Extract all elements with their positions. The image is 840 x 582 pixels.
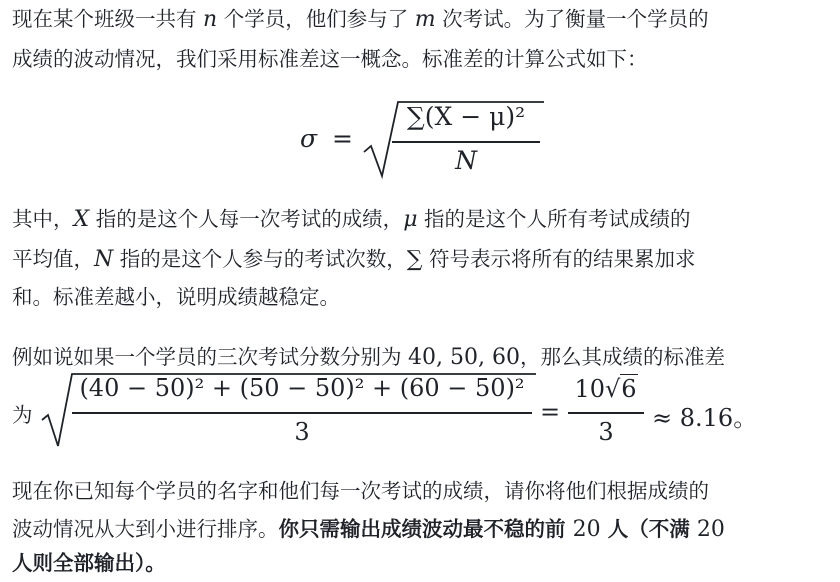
rhs-coefficient: 10 [574, 375, 605, 403]
text: 平均值， [12, 247, 94, 271]
approx-value: ≈ 8.16 [652, 404, 734, 432]
para4-line2 [12, 514, 725, 545]
rhs-numerator: 10√6 [574, 375, 637, 403]
text: 其中， [12, 207, 74, 231]
std-dev-formula [0, 96, 840, 186]
rhs-denominator: 3 [598, 418, 614, 446]
example-formula [0, 370, 840, 452]
math-n: n [203, 7, 218, 32]
para2-line3 [12, 282, 340, 312]
para1-line1 [12, 4, 709, 35]
fraction-bar [392, 141, 540, 143]
fraction-bar [568, 412, 644, 414]
approx-result [652, 398, 757, 433]
math-scores: 40, 50, 60 [408, 345, 520, 370]
math-20: 20 [696, 517, 725, 542]
example-numerator: (40 − 50)² + (50 − 50)² + (60 − 50)² [79, 374, 525, 402]
example-denominator: 3 [294, 418, 310, 446]
para1-line2 [12, 44, 648, 74]
para4-line3 [12, 548, 166, 578]
fraction-bar [72, 412, 532, 414]
text: 次考试。为了衡量一个学员的 [435, 7, 709, 31]
math-20: 20 [572, 517, 601, 542]
text: 。 [733, 404, 758, 432]
text: 例如说如果一个学员的三次考试分数分别为 [12, 345, 409, 369]
para2-line1 [12, 204, 691, 235]
para4-line1 [12, 476, 709, 506]
math-N: N [94, 247, 114, 272]
text: 现在你已知每个学员的名字和他们每一次考试的成绩，请你将他们根据成绩的 [12, 479, 709, 503]
text: 指的是这个人每一次考试的成绩， [89, 207, 404, 231]
text: 现在某个班级一共有 [12, 7, 204, 31]
text: 为 [12, 403, 33, 427]
text: 成绩的波动情况，我们采用标准差这一概念。标准差的计算公式如下： [12, 47, 648, 71]
text: 和。标准差越小，说明成绩越稳定。 [12, 285, 340, 309]
bold-text: 人（不满 [600, 517, 697, 541]
rhs-radicand: 6 [621, 375, 637, 403]
formula-denominator: N [455, 146, 477, 175]
para3-line1 [12, 342, 725, 373]
text: 波动情况从大到小进行排序。 [12, 517, 279, 541]
text: 。 [145, 551, 166, 575]
text: 个学员，他们参与了 [217, 7, 415, 31]
math-m: m [414, 7, 436, 32]
text: ，那么其成绩的标准差 [519, 345, 725, 369]
equals-sign: = [540, 398, 561, 426]
equals-sign: = [332, 124, 353, 153]
para2-line2 [12, 244, 696, 275]
text: 指的是这个人所有考试成绩的 [417, 207, 691, 231]
bold-text: 你只需输出成绩波动最不稳的前 [278, 517, 573, 541]
formula-numerator: ∑(X − μ)² [406, 102, 526, 131]
sum-symbol: ∑ [406, 247, 423, 272]
text: 指的是这个人参与的考试次数， [113, 247, 407, 271]
bold-text: 人则全部输出） [12, 551, 146, 575]
text: 符号表示将所有的结果累加求 [422, 247, 696, 271]
math-X: X [73, 207, 90, 232]
math-mu: μ [403, 207, 418, 232]
sigma-symbol: σ [300, 124, 318, 153]
